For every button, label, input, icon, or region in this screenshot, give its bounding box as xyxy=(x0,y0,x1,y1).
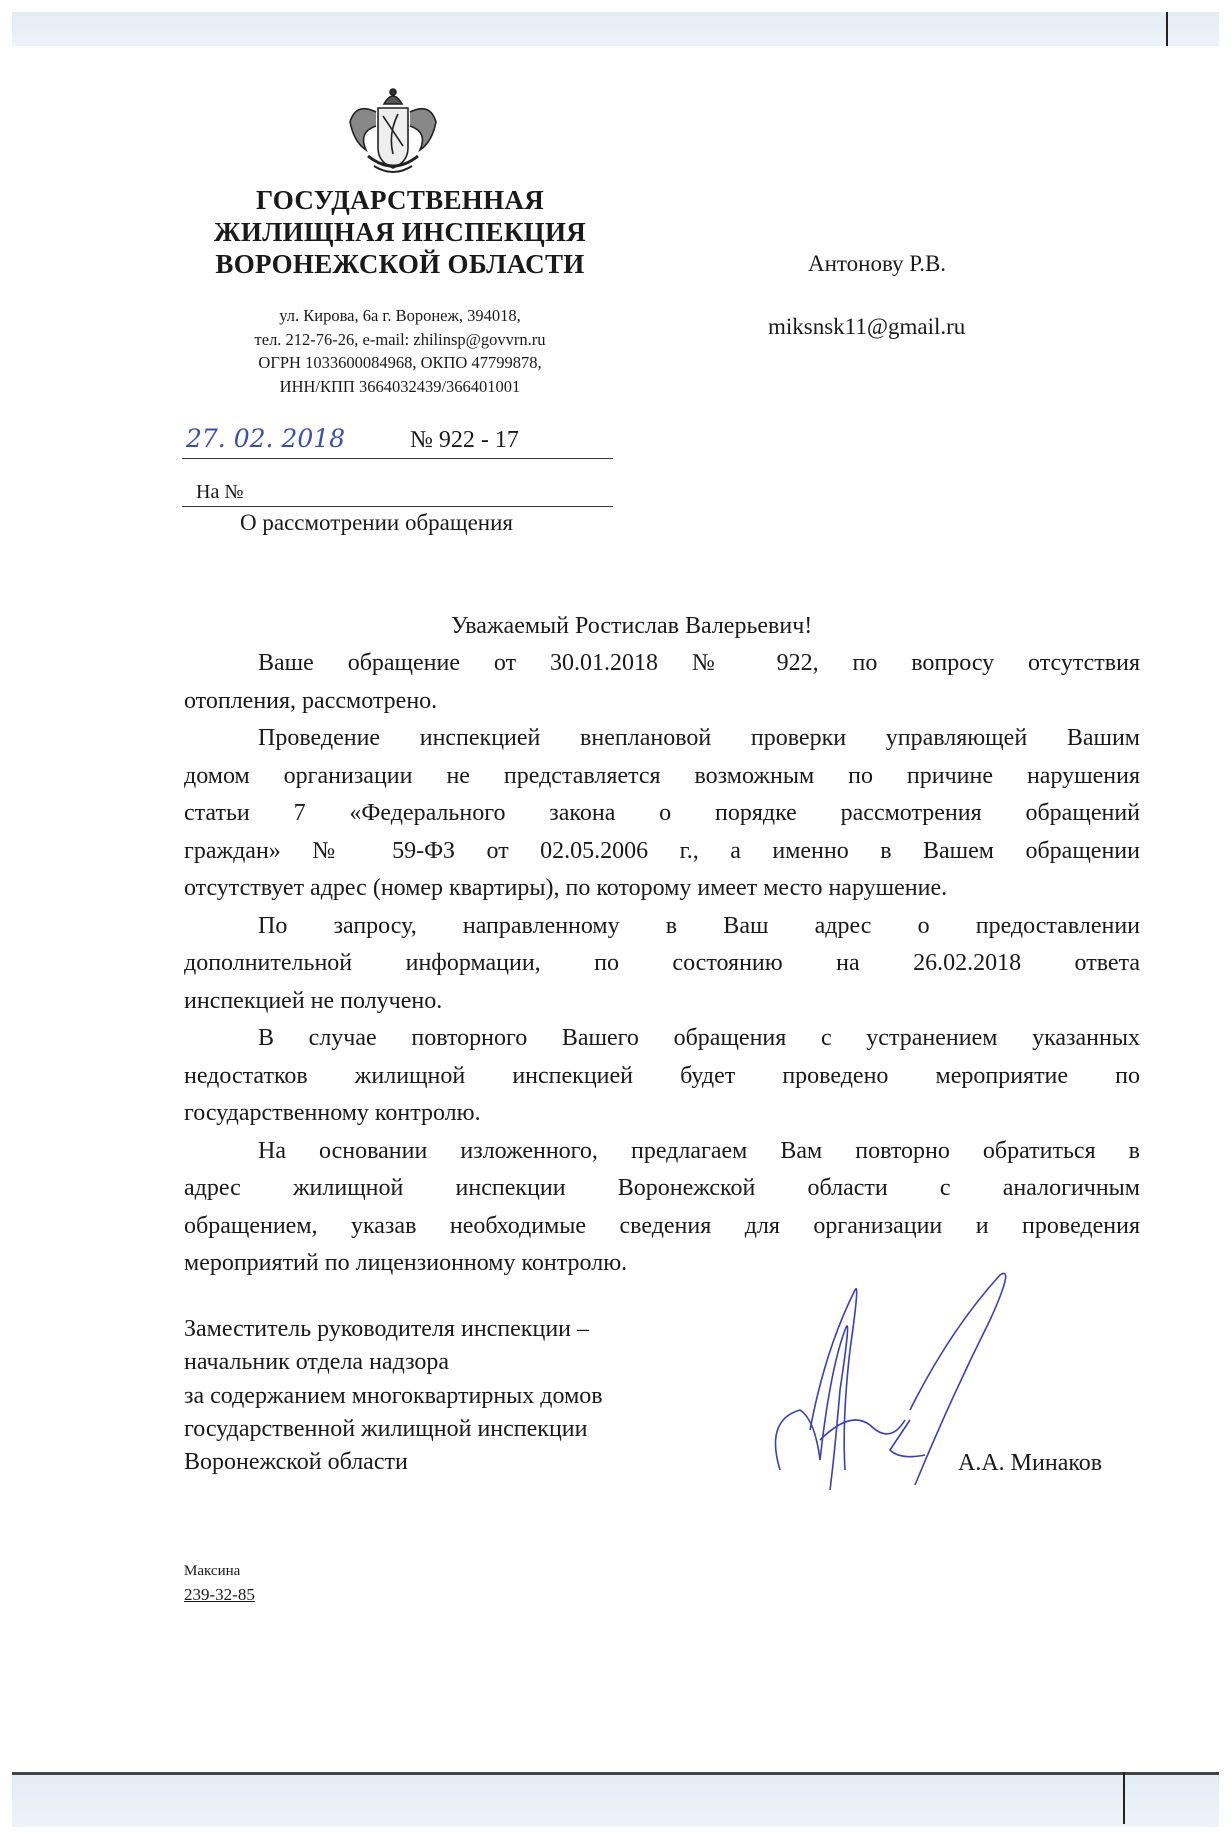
paragraph-line: инспекцией не получено. xyxy=(184,987,443,1014)
paragraph-line: Ваше обращение от 30.01.2018 № 922, по вопросу отсутствия xyxy=(258,650,1140,676)
subject: О рассмотрении обращения xyxy=(240,510,513,535)
org-line: ГОСУДАРСТВЕННАЯ xyxy=(256,185,544,215)
letter-body xyxy=(184,645,1140,1283)
scan-mark xyxy=(1166,12,1168,46)
reply-underline xyxy=(182,506,613,507)
position-line: Заместитель руководителя инспекции – xyxy=(184,1316,589,1342)
paragraph-line: домом организации не представляется возможным по причине нарушения xyxy=(184,762,1140,789)
paragraph-line: На основании изложенного, предлагаем Вам повторно обратиться в xyxy=(258,1137,1140,1164)
address-line: ИНН/КПП 3664032439/366401001 xyxy=(279,376,521,396)
paragraph-line: граждан» № 59-ФЗ от 02.05.2006 г., а именно в Вашем обращении xyxy=(184,837,1140,864)
paragraph-line: дополнительной информации, по состоянию на 26.02.2018 ответа xyxy=(184,950,1140,976)
paragraph-line: государственному контролю. xyxy=(184,1100,481,1126)
scan-edge-top xyxy=(12,12,1219,46)
document-number: № 922 - 17 xyxy=(410,427,519,453)
paragraph-line: По запросу, направленному в Ваш адрес о предоставлении xyxy=(258,912,1140,939)
executor-name: Максина xyxy=(184,1563,241,1579)
reply-to-label: На № xyxy=(196,481,244,503)
organization-address xyxy=(150,304,650,398)
position-line: начальник отдела надзора xyxy=(184,1349,450,1376)
paragraph-line: обращением, указав необходимые сведения для организации и проведения xyxy=(184,1212,1140,1239)
paragraph-line: Проведение инспекцией внеплановой проверки управляющей Вашим xyxy=(258,725,1140,751)
org-line: ВОРОНЕЖСКОЙ ОБЛАСТИ xyxy=(215,249,585,279)
handwritten-date: 27. 02. 2018 xyxy=(186,424,346,453)
executor-phone: 239-32-85 xyxy=(184,1585,255,1604)
paragraph-line: отсутствует адрес (номер квартиры), по которому имеет место нарушение. xyxy=(184,875,948,901)
org-line: ЖИЛИЩНАЯ ИНСПЕКЦИЯ xyxy=(213,217,587,247)
recipient-email: miksnsk11@gmail.ru xyxy=(768,314,966,339)
scan-edge-bottom xyxy=(12,1772,1219,1827)
coat-of-arms-emblem xyxy=(338,86,448,178)
address-line: ОГРН 1033600084968, ОКПО 47799878, xyxy=(258,353,542,372)
paragraph-line: мероприятий по лицензионному контролю. xyxy=(184,1250,628,1276)
recipient-name: Антонову Р.В. xyxy=(808,251,947,276)
address-line: ул. Кирова, 6а г. Воронеж, 394018, xyxy=(279,306,521,325)
position-line: Воронежской области xyxy=(184,1449,408,1476)
paragraph-line: В случае повторного Вашего обращения с устранением указанных xyxy=(258,1025,1140,1051)
paragraph-line: адрес жилищной инспекции Воронежской области с аналогичным xyxy=(184,1175,1140,1201)
scan-mark xyxy=(1123,1772,1125,1824)
salutation: Уважаемый Ростислав Валерьевич! xyxy=(451,613,813,639)
date-underline xyxy=(182,458,613,459)
paragraph-line: отопления, рассмотрено. xyxy=(184,687,438,714)
position-line: за содержанием многоквартирных домов xyxy=(184,1382,603,1409)
signatory-name: А.А. Минаков xyxy=(958,1450,1103,1476)
organization-name xyxy=(150,184,650,280)
address-line: тел. 212-76-26, e-mail: zhilinsp@govvrn.ru xyxy=(254,329,546,349)
paragraph-line: недостатков жилищной инспекцией будет проведено мероприятие по xyxy=(184,1062,1140,1089)
signatory-position xyxy=(184,1313,603,1479)
position-line: государственной жилищной инспекции xyxy=(184,1415,588,1442)
paragraph-line: статьи 7 «Федерального закона о порядке рассмотрения обращений xyxy=(184,800,1140,826)
